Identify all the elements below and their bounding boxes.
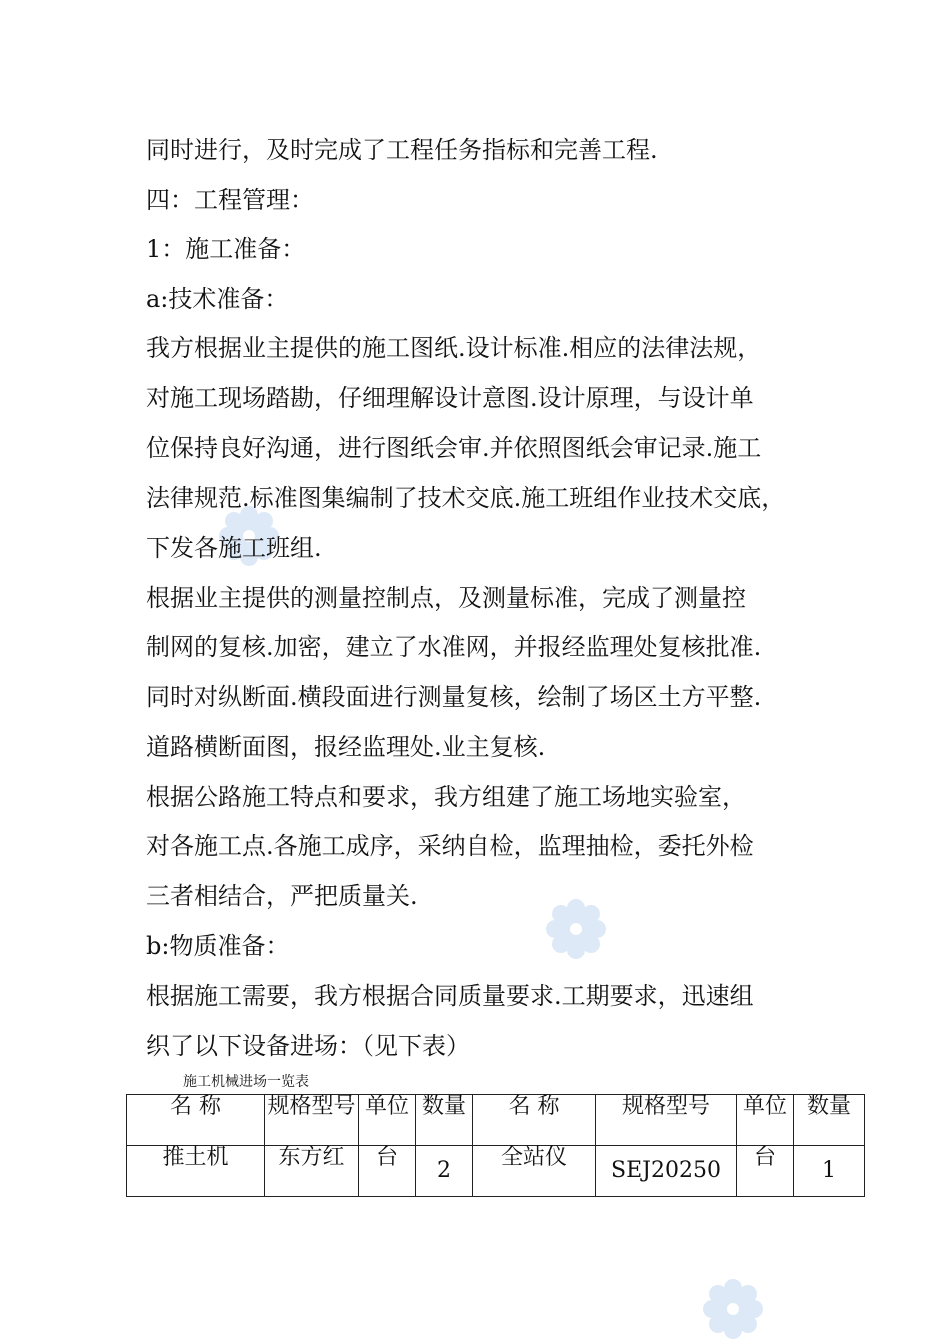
body-line: 对施工现场踏勘，仔细理解设计意图.设计原理，与设计单	[146, 384, 754, 412]
equipment-table	[126, 1094, 865, 1197]
table-cell: SEJ20250	[596, 1146, 737, 1197]
body-line: 我方根据业主提供的施工图纸.设计标准.相应的法律法规，	[146, 334, 762, 362]
body-line: 织了以下设备进场：（见下表）	[146, 1032, 470, 1060]
body-line: 对各施工点.各施工成序，采纳自检，监理抽检，委托外检	[146, 832, 754, 860]
header-cell: 单位	[359, 1095, 416, 1146]
header-cell: 规格型号	[596, 1095, 737, 1146]
table-caption: 施工机械进场一览表	[183, 1074, 309, 1090]
body-line: 根据施工需要，我方根据合同质量要求.工期要求，迅速组	[146, 982, 754, 1010]
table-cell: 台	[359, 1146, 416, 1197]
table-row	[127, 1146, 865, 1197]
table-cell: 东方红	[265, 1146, 359, 1197]
table-cell: 2	[416, 1146, 473, 1197]
table-cell: 全站仪	[473, 1146, 596, 1197]
body-line: 下发各施工班组.	[146, 534, 322, 562]
header-cell: 名 称	[473, 1095, 596, 1146]
body-line: 三者相结合，严把质量关.	[146, 882, 418, 910]
header-cell: 数量	[416, 1095, 473, 1146]
body-line: 道路横断面图，报经监理处.业主复核.	[146, 733, 546, 761]
body-line: 制网的复核.加密，建立了水准网，并报经监理处复核批准.	[146, 633, 762, 661]
body-line: 根据公路施工特点和要求，我方组建了施工场地实验室，	[146, 783, 746, 811]
table-header-row	[127, 1095, 865, 1146]
header-cell: 单位	[737, 1095, 794, 1146]
snowflake-watermark-icon	[700, 1276, 766, 1342]
header-cell: 数量	[794, 1095, 865, 1146]
subsection-heading: b:物质准备：	[146, 932, 290, 960]
body-line: 同时进行，及时完成了工程任务指标和完善工程.	[146, 136, 658, 164]
snowflake-watermark-icon	[543, 896, 609, 962]
section-heading: 四：工程管理：	[146, 186, 314, 214]
header-cell: 规格型号	[265, 1095, 359, 1146]
header-cell: 名 称	[127, 1095, 265, 1146]
table-cell: 1	[794, 1146, 865, 1197]
body-line: 法律规范.标准图集编制了技术交底.施工班组作业技术交底，	[146, 484, 786, 512]
body-line: 根据业主提供的测量控制点，及测量标准，完成了测量控	[146, 584, 746, 612]
subsection-heading: 1：施工准备：	[146, 235, 306, 263]
table-cell: 推土机	[127, 1146, 265, 1197]
body-line: 位保持良好沟通，进行图纸会审.并依照图纸会审记录.施工	[146, 434, 762, 462]
subsection-heading: a:技术准备：	[146, 285, 289, 313]
body-line: 同时对纵断面.横段面进行测量复核，绘制了场区土方平整.	[146, 683, 762, 711]
table-cell: 台	[737, 1146, 794, 1197]
